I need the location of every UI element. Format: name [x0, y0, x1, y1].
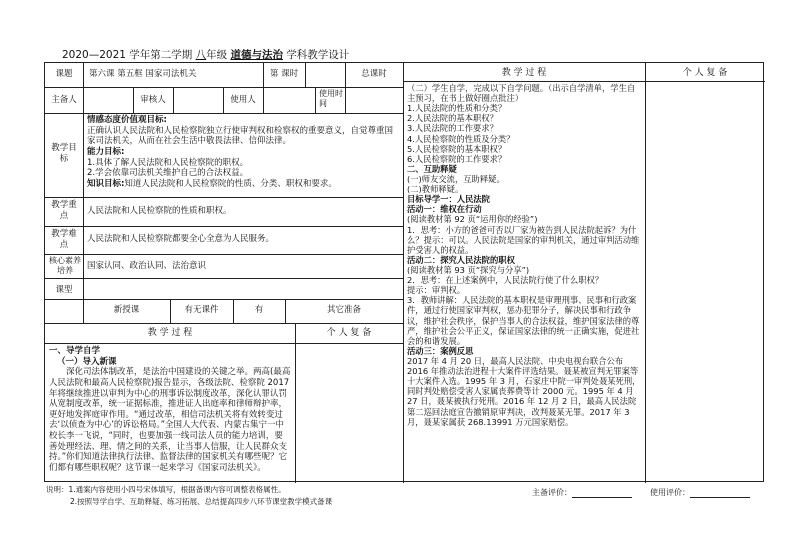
process-heading-1: 一、导学自学 [49, 346, 101, 356]
sig-user-line[interactable] [690, 489, 750, 498]
right-heading: 活动三：案例反思 [407, 345, 474, 356]
right-line: 5.人民检察院的基本职权？ [407, 143, 507, 154]
right-line: (阅读教材第 92 页“运用你的经验”) [407, 214, 538, 225]
goal-heading-ability: 能力目标: [87, 146, 125, 157]
type-value: 新授课 [113, 305, 140, 315]
right-heading: 目标导学一：人民法院 [407, 194, 490, 205]
right-line: 提示：审判权。 [407, 285, 466, 296]
left-process-content [49, 346, 291, 474]
footer-line-2: 2.按照导学自学、互助释疑、练习拓展、总结提高四步八环节课堂教学模式备课 [70, 497, 333, 506]
right-line: 1．思考：小方的爸爸可否以厂家为被告到人民法院起诉？为什么？提示：可以。人民法院是国家的审判机关，通过审判活动维护受害人的权益。 [407, 224, 640, 255]
label-literacy: 核心素养培养 [49, 256, 81, 275]
key-content: 人民法院和人民检察院的性质和职权。 [87, 206, 232, 216]
label-prep: 主备人 [51, 95, 77, 105]
sig-prep [532, 487, 632, 498]
goal-heading-knowledge: 知识目标: [87, 178, 125, 189]
right-review-header: 个 人 复 备 [682, 68, 728, 78]
right-line: 4.人民检察院的性质及分类？ [407, 133, 515, 144]
label-time: 使用时间 [319, 89, 343, 108]
right-process-header: 教 学 过 程 [501, 68, 547, 78]
label-type: 课型 [55, 285, 73, 295]
title-subject: 道德与法治 [230, 49, 283, 61]
process-heading-2: （一）导入新课 [57, 356, 117, 367]
literacy-content: 国家认同、政治认同、法治意识 [87, 261, 207, 271]
goal-ability-1: 1.具体了解人民法院和人民检察院的职权。 [87, 157, 249, 168]
goal-ability-2: 2.学会依靠司法机关维护自己的合法权益。 [87, 168, 249, 179]
label-user: 使用人 [230, 95, 256, 105]
title-grade: 八 [195, 49, 207, 61]
label-key: 教学重点 [51, 200, 77, 221]
right-line: (一)师友交流，互助释疑。 [407, 173, 505, 184]
title-prefix: 2020—2021 学年第二学期 [62, 49, 193, 61]
document-title [62, 47, 349, 62]
sig-prep-label: 主备评价： [532, 488, 572, 497]
footer-line-1: 说明：1.通案内容使用小四号宋体填写，根据备课内容可调整表格属性。 [46, 485, 286, 494]
right-heading: 活动一：维权在行动 [407, 204, 482, 215]
topic-value: 第六课 第五框 国家司法机关 [89, 69, 197, 79]
label-period: 第 课时 [269, 69, 299, 79]
goal-heading-attitude: 情感态度价值观目标: [87, 115, 167, 125]
right-line: （二）学生自学，完成以下自学问题。（出示自学清单，学生自主预习，在书上做好圈点批注） [407, 83, 636, 104]
process-intro-text: 深化司法体制改革，是法治中国建设的关键之举。两高(最高人民法院和最高人民检察院)报告显示，各级法院、检察院 2017 年将继续推进以审判为中心的刑事诉讼制度改革，深化认罪认罚从宽制度改革，统一证据标准，推进证人出庭率和律师辩护率，更好地发挥庭审作用。“通过改革，相信司法机关将有效转变过去‘以侦查为中心’的诉讼格局。”全国人大代表、内蒙古集宁一中校长李一飞说，“同时，也要加强一线司法人员的能力培训，要善处理经法、理、情之间的关系，让当事人信服，让人民群众支持。”你们知道法律执行法律、监督法律的国家机关有哪些呢？它们都有哪些职权呢？这节课一起来学习《国家司法机关》。 [49, 367, 292, 473]
right-process-content [407, 83, 641, 427]
right-line: 3.人民法院的工作要求？ [407, 123, 498, 134]
label-review: 审核人 [140, 95, 166, 105]
right-heading: 活动二：探究人民法院的职权 [407, 254, 515, 265]
right-line: (二)教师释疑。 [407, 184, 464, 195]
right-line: 6.人民检察院的工作要求？ [407, 153, 507, 164]
sig-prep-line[interactable] [572, 489, 632, 498]
label-difficult: 教学难点 [51, 229, 77, 250]
footer-notes [46, 484, 332, 508]
sig-user [650, 487, 750, 498]
goal-attitude-text: 正确认识人民法院和人民检察院独立行使审判权和检察权的重要意义，自觉尊重国家司法机关，从而在社会生活中敬畏法律、信仰法律。 [87, 125, 394, 147]
label-goals: 教学目标 [51, 143, 77, 164]
right-line: 2017 年 4 月 20 日，最高人民法院、中央电视台联合公布 2016 年推动法治进程十大案件评选结果。聂某被宣判无罪案等十大案件入选。1995 年 3 月，石家庄中院一审判处聂某死刑，同时判处赔偿受害人家属丧葬费等计 2000 元。1995 年 4 月 27 日，聂某被执行死刑。2016 年 12 月 2 日，最高人民法院第二巡回法庭宣告撤销原审判决，改判聂某无罪。2017 年 3 月，聂某家属获 268.13991 万元国家赔偿。 [407, 355, 641, 427]
title-suffix: 学科教学设计 [286, 49, 350, 61]
right-line: 2．思考：在上述案例中，人民法院行使了什么职权？ [407, 275, 604, 286]
right-line: (阅读教材第 93 页“探究与分享”) [407, 264, 530, 275]
label-other: 其它准备 [326, 305, 361, 315]
goal-knowledge-text: 知道人民法院和人民检察院的性质、分类、职权和要求。 [124, 178, 337, 189]
left-process-header: 教 学 过 程 [147, 328, 193, 338]
label-total: 总课时 [361, 69, 387, 79]
difficult-content: 人民法院和人民检察院都要全心全意为人民服务。 [87, 234, 275, 244]
lesson-table [44, 62, 764, 482]
label-courseware: 有无课件 [184, 305, 219, 315]
left-review-header: 个 人 复 备 [326, 328, 372, 338]
title-grade-suffix: 年级 [206, 49, 228, 61]
right-line: 3．教师讲解：人民法院的基本职权是审理刑事、民事和行政案件，通过行使国家审判权，惩办犯罪分子，解决民事和行政争议，维护社会秩序，保护当事人的合法权益，维护国家法律的尊严，维护社会公平正义，保证国家法律的统一正确实施，促进社会的和谐发展。 [407, 295, 640, 346]
courseware-value: 有 [254, 305, 264, 315]
label-topic: 课题 [55, 69, 73, 79]
right-line: 2.人民法院的基本职权？ [407, 113, 498, 124]
sig-user-label: 使用评价： [650, 488, 690, 497]
right-line: 1.人民法院的性质和分类？ [407, 103, 507, 114]
goals-content [87, 115, 399, 189]
right-heading: 二、互助释疑 [407, 163, 457, 174]
